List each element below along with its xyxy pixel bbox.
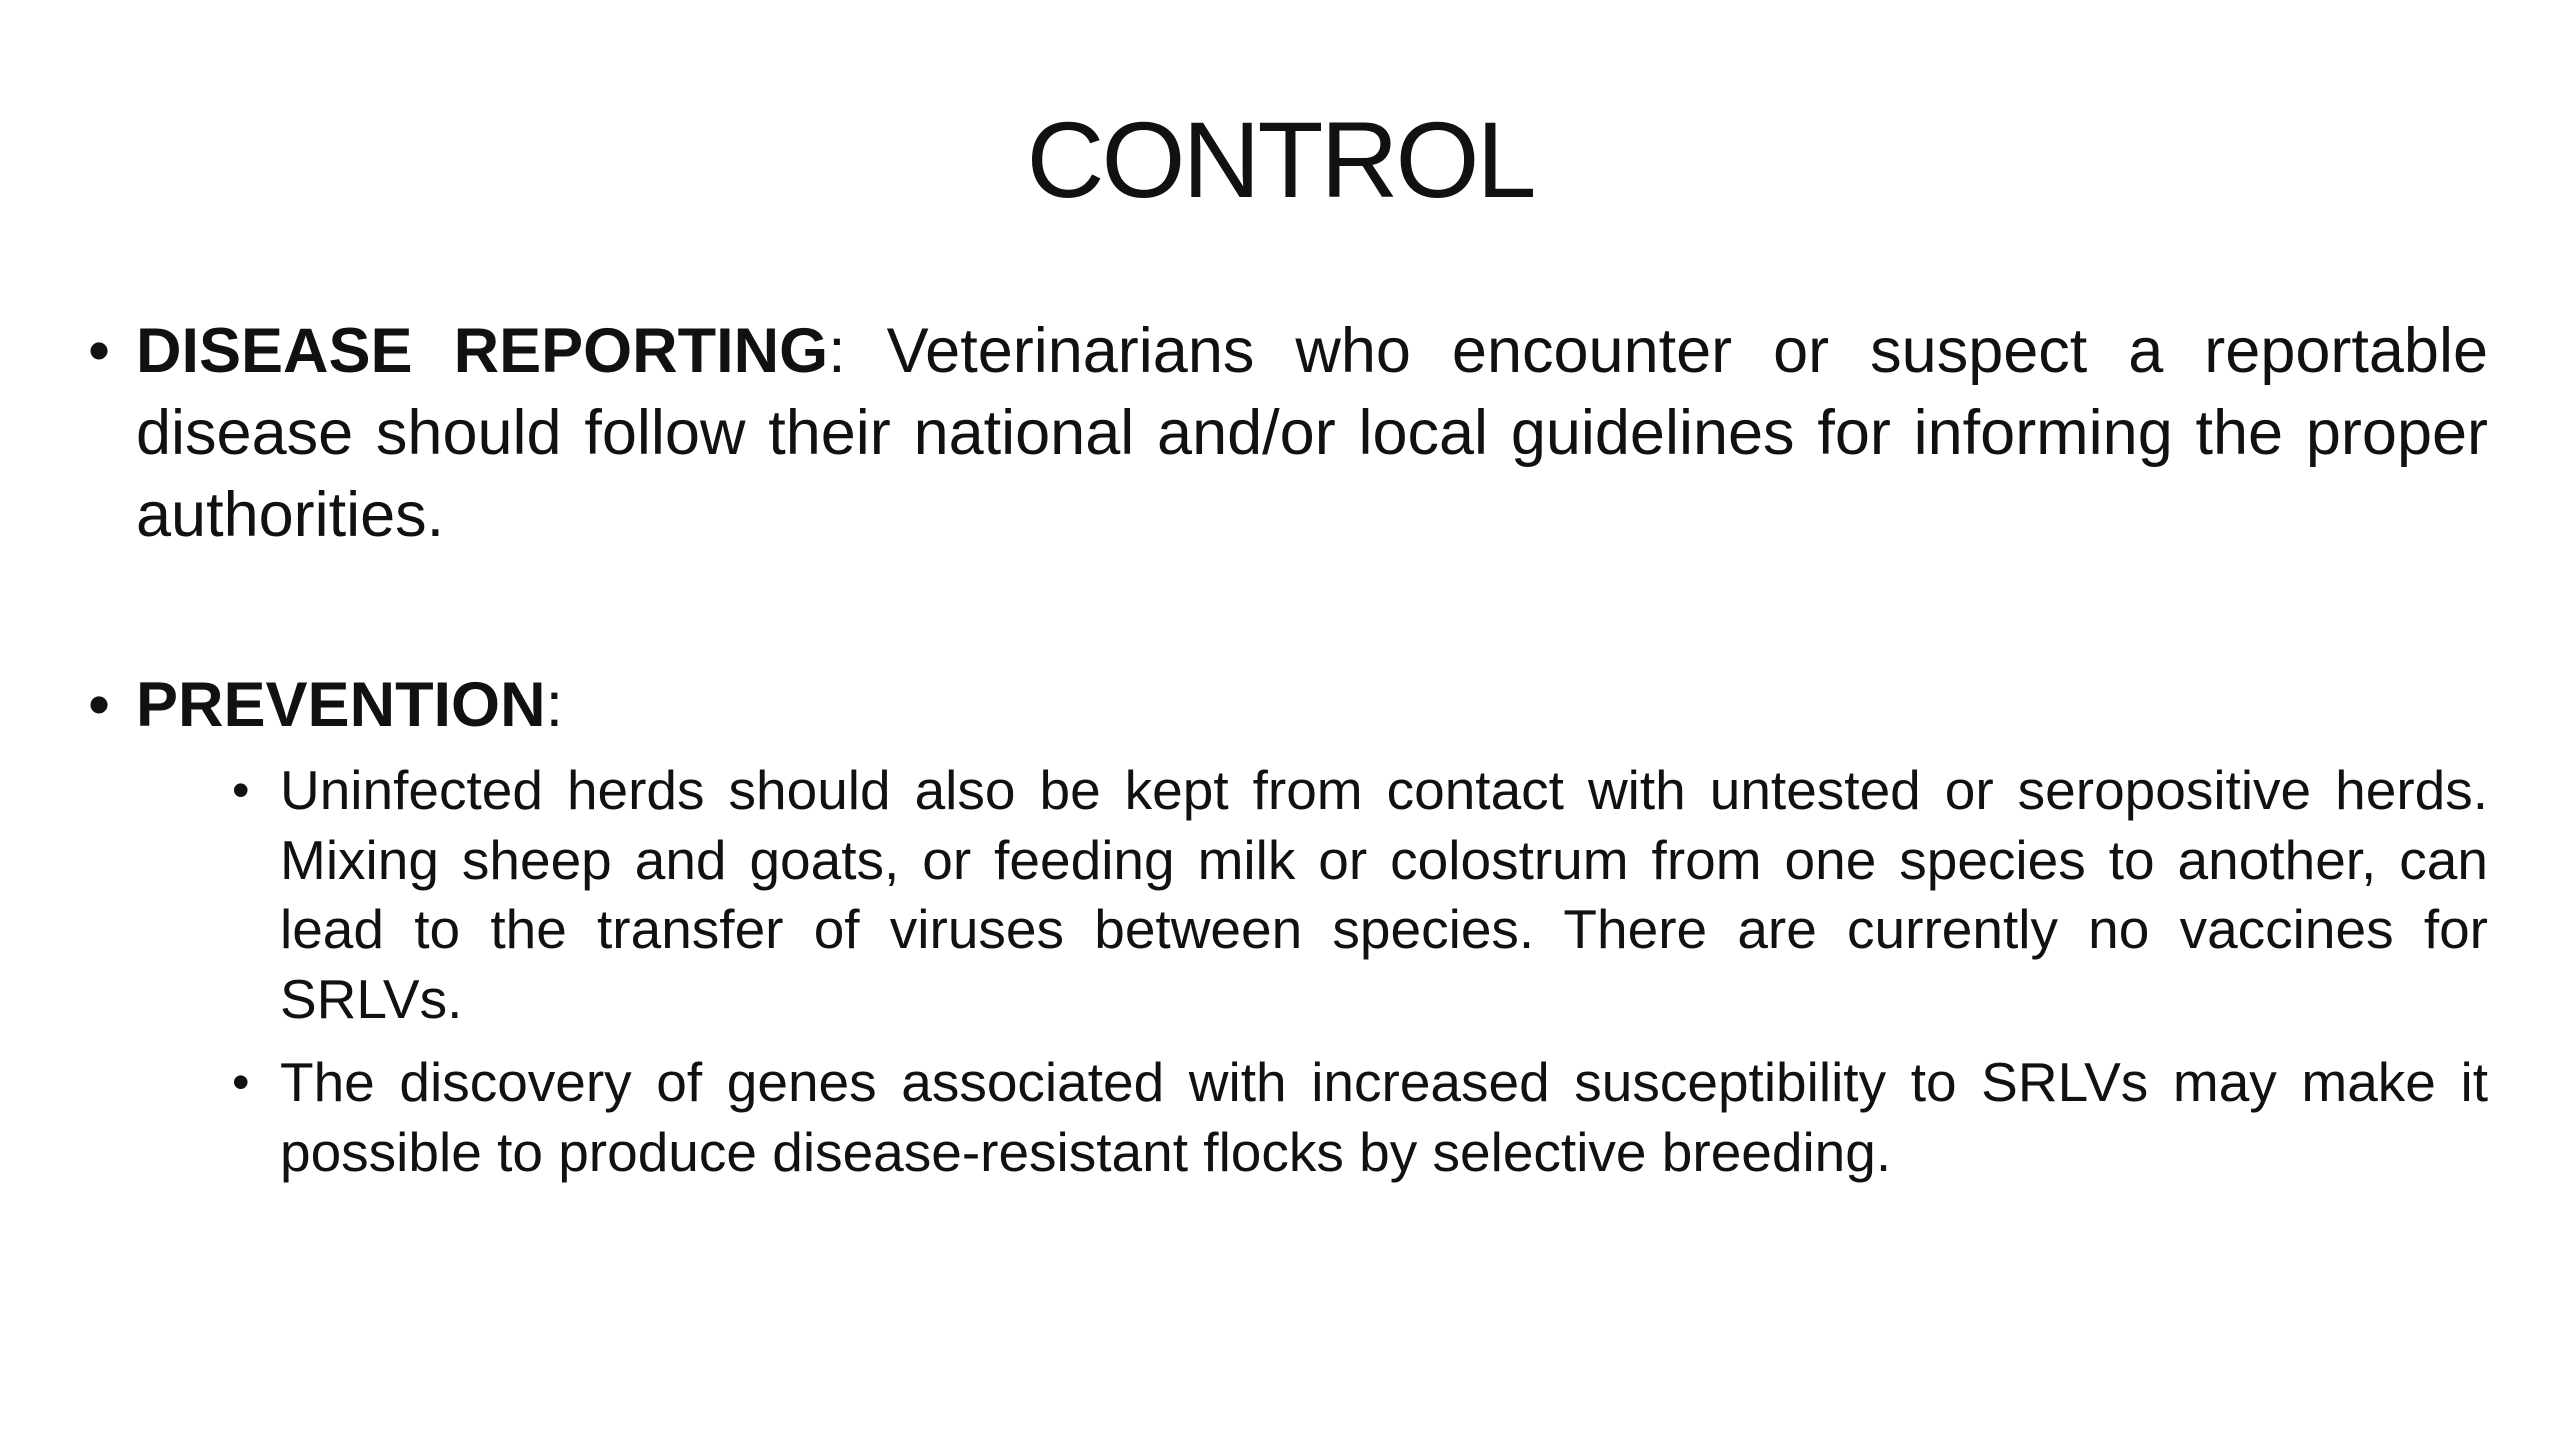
bullet-heading: DISEASE REPORTING xyxy=(136,316,829,386)
bullet-icon: • xyxy=(88,316,111,386)
bullet-separator: : xyxy=(828,316,846,386)
slide-title: CONTROL xyxy=(1026,99,1534,220)
bullet-separator: : xyxy=(545,670,564,740)
bullet-disease-reporting xyxy=(88,310,2488,556)
bullet-heading: PREVENTION xyxy=(136,670,546,740)
sub-bullet-icon: • xyxy=(232,1054,250,1110)
bullet-icon: • xyxy=(88,670,111,740)
sub-bullet-icon: • xyxy=(232,762,250,818)
bullet-text: Veterinarians who encounter or suspect a reportable disease should follow their national and/or local guidelines for informing the proper authorities. xyxy=(136,316,2488,550)
sub-bullet-text: The discovery of genes associated with increased susceptibility to SRLVs may make it possible to produce disease-resistant flocks by selective breeding. xyxy=(280,1051,2488,1183)
sub-bullet-item xyxy=(232,1048,2488,1187)
slide-content xyxy=(88,310,2488,1187)
prevention-sub-list xyxy=(136,756,2488,1187)
sub-bullet-item xyxy=(232,756,2488,1034)
bullet-prevention xyxy=(88,664,2488,1187)
sub-bullet-text: Uninfected herds should also be kept from contact with untested or seropositive herds. Mixing sheep and goats, or feeding milk or colostrum from one species to another, can lead to the transfer of viruses between species. There are currently no vaccines for SRLVs. xyxy=(280,759,2488,1030)
